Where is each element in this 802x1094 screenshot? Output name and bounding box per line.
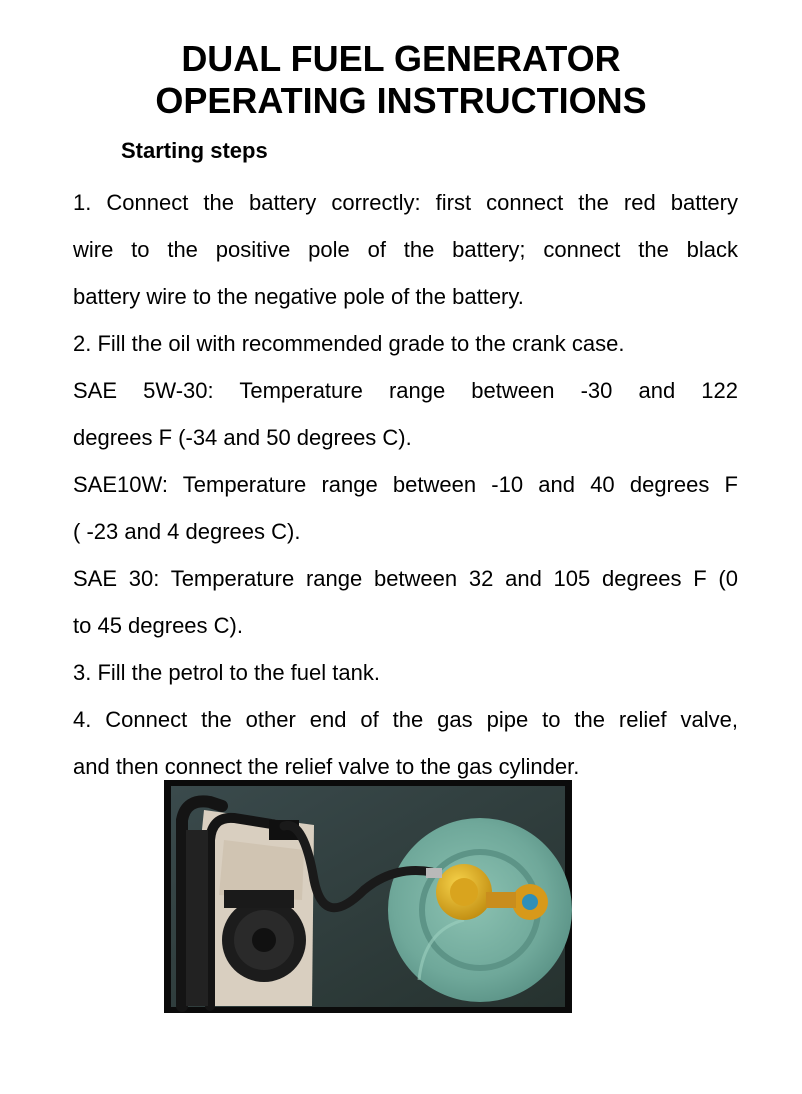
text-line: SAE 30: Temperature range between 32 and 105 degrees F (0: [73, 566, 738, 591]
title-line-2: OPERATING INSTRUCTIONS: [155, 80, 647, 121]
text-line: wire to the positive pole of the battery; connect the black: [73, 237, 738, 262]
document-title: [0, 38, 802, 122]
text-line: SAE10W: Temperature range between -10 and 40 degrees F: [73, 472, 738, 497]
title-line-1: DUAL FUEL GENERATOR: [181, 38, 621, 79]
text-line: 1. Connect the battery correctly: first connect the red battery: [73, 190, 738, 215]
text-line: 4. Connect the other end of the gas pipe to the relief valve,: [73, 707, 738, 732]
instruction-body: [73, 179, 738, 790]
section-heading: Starting steps: [121, 138, 268, 163]
text-line: battery wire to the negative pole of the battery.: [73, 284, 524, 309]
generator-gas-connection-photo: [164, 780, 572, 1013]
text-line: 3. Fill the petrol to the fuel tank.: [73, 660, 380, 685]
text-line: 2. Fill the oil with recommended grade to the crank case.: [73, 331, 625, 356]
text-line: degrees F (-34 and 50 degrees C).: [73, 425, 412, 450]
text-line: SAE 5W-30: Temperature range between -30 and 122: [73, 378, 738, 403]
text-line: ( -23 and 4 degrees C).: [73, 519, 301, 544]
text-line: and then connect the relief valve to the gas cylinder.: [73, 754, 580, 779]
text-line: to 45 degrees C).: [73, 613, 243, 638]
photo-illustration: [164, 780, 572, 1013]
